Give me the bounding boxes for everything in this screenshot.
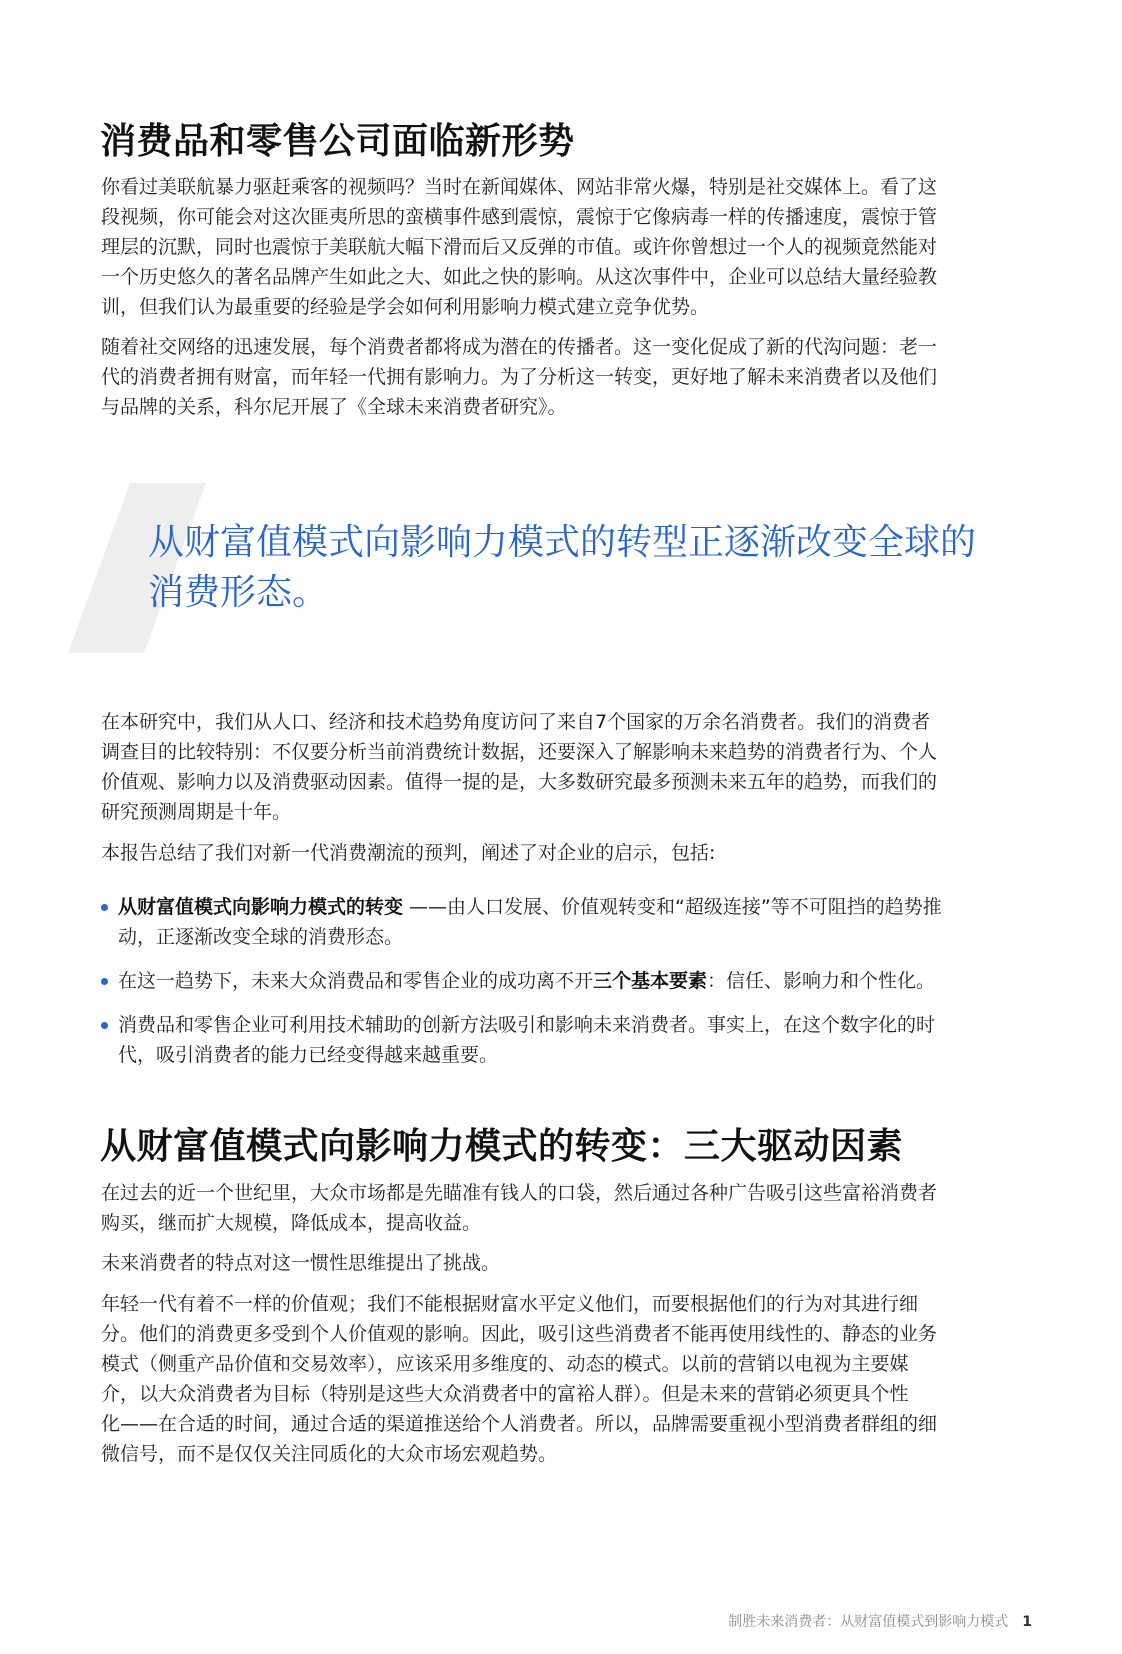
text-line: 微信号，而不是仅仅关注同质化的大众市场宏观趋势。 — [101, 1443, 558, 1465]
paragraph-intro — [101, 172, 1031, 322]
paragraph-research — [101, 707, 1031, 827]
list-item — [101, 1010, 1031, 1070]
footer-title: 制胜未来消费者：从财富值模式到影响力模式 — [728, 1614, 1009, 1630]
list-item — [101, 892, 1031, 952]
text-line: 分。他们的消费更多受到个人价值观的影响。因此，吸引这些消费者不能再使用线性的、静态的业务 — [101, 1323, 938, 1345]
paragraph-report-summary — [101, 838, 1031, 868]
pull-quote-line: 消费形态。 — [148, 572, 329, 613]
paragraph-challenge — [101, 1248, 1031, 1278]
text-line: 化——在合适的时间，通过合适的渠道推送给个人消费者。所以，品牌需要重视小型消费者群组的细 — [101, 1413, 938, 1435]
pull-quote — [148, 518, 1028, 618]
text-line: 消费品和零售企业可利用技术辅助的创新方法吸引和影响未来消费者。事实上，在这个数字化的时 — [118, 1014, 936, 1036]
text-line: 未来消费者的特点对这一惯性思维提出了挑战。 — [101, 1252, 501, 1274]
page-number: 1 — [1022, 1614, 1032, 1630]
text-line: 训，但我们认为最重要的经验是学会如何利用影响力模式建立竞争优势。 — [101, 296, 710, 318]
text-line: 介，以大众消费者为目标（特别是这些大众消费者中的富裕人群）。但是未来的营销必须更具个性 — [101, 1383, 909, 1405]
text-line: 价值观、影响力以及消费驱动因素。值得一提的是，大多数研究最多预测未来五年的趋势，而我们的 — [101, 771, 938, 793]
text-line: 一个历史悠久的著名品牌产生如此之大、如此之快的影响。从这次事件中，企业可以总结大量经验教 — [101, 266, 938, 288]
text-span: 在这一趋势下，未来大众消费品和零售企业的成功离不开 — [118, 970, 594, 992]
text-line: 调查目的比较特别：不仅要分析当前消费统计数据，还要深入了解影响未来趋势的消费者行为、个人 — [101, 741, 938, 763]
section-heading-new-situation: 消费品和零售公司面临新形势 — [100, 121, 575, 162]
text-line: 代，吸引消费者的能力已经变得越来越重要。 — [118, 1044, 499, 1066]
pull-quote-line: 从财富值模式向影响力模式的转型正逐渐改变全球的 — [148, 522, 977, 563]
text-line: 年轻一代有着不一样的价值观；我们不能根据财富水平定义他们，而要根据他们的行为对其进行细 — [101, 1293, 919, 1315]
text-line: 随着社交网络的迅速发展，每个消费者都将成为潜在的传播者。这一变化促成了新的代沟问题：老一 — [101, 336, 938, 358]
text-line: 与品牌的关系，科尔尼开展了《全球未来消费者研究》。 — [101, 396, 567, 418]
text-line: 购买，继而扩大规模，降低成本，提高收益。 — [101, 1212, 482, 1234]
text-line: 模式（侧重产品价值和交易效率），应该采用多维度的、动态的模式。以前的营销以电视为主要媒 — [101, 1353, 909, 1375]
text-span: ：信任、影响力和个性化。 — [707, 970, 936, 992]
bold-text: 从财富值模式向影响力模式的转变 — [118, 896, 404, 918]
text-line: 本报告总结了我们对新一代消费潮流的预判，阐述了对企业的启示，包括: — [101, 842, 716, 864]
text-line: 代的消费者拥有财富，而年轻一代拥有影响力。为了分析这一转变，更好地了解未来消费者以及他们 — [101, 366, 938, 388]
text-line: 在本研究中，我们从人口、经济和技术趋势角度访问了来自7个国家的万余名消费者。我们的消费者 — [101, 711, 931, 733]
text-line: 你看过美联航暴力驱赶乘客的视频吗？当时在新闻媒体、网站非常火爆，特别是社交媒体上。看了这 — [101, 176, 938, 198]
text-line: 段视频，你可能会对这次匪夷所思的蛮横事件感到震惊，震惊于它像病毒一样的传播速度，震惊于管 — [101, 206, 938, 228]
page-footer — [728, 1611, 1032, 1631]
paragraph-social-network — [101, 332, 1031, 422]
bullet-dot-icon — [101, 1022, 108, 1029]
text-line: 在过去的近一个世纪里，大众市场都是先瞄准有钱人的口袋，然后通过各种广告吸引这些富裕消费者 — [101, 1182, 938, 1204]
bullet-dot-icon — [101, 978, 108, 985]
paragraph-young-generation — [101, 1289, 1031, 1469]
section-heading-three-drivers: 从财富值模式向影响力模式的转变：三大驱动因素 — [100, 1126, 904, 1167]
text-line: 理层的沉默，同时也震惊于美联航大幅下滑而后又反弹的市值。或许你曾想过一个人的视频竟然能对 — [101, 236, 938, 258]
text-line: 动，正逐渐改变全球的消费形态。 — [118, 926, 404, 948]
text-line: 研究预测周期是十年。 — [101, 801, 292, 823]
paragraph-mass-market — [101, 1178, 1031, 1238]
list-item — [101, 966, 1031, 996]
bullet-list — [101, 892, 1031, 1084]
bullet-dot-icon — [101, 904, 108, 911]
text-span: ——由人口发展、价值观转变和“超级连接”等不可阻挡的趋势推 — [403, 896, 942, 918]
bold-text: 三个基本要素 — [593, 970, 708, 992]
